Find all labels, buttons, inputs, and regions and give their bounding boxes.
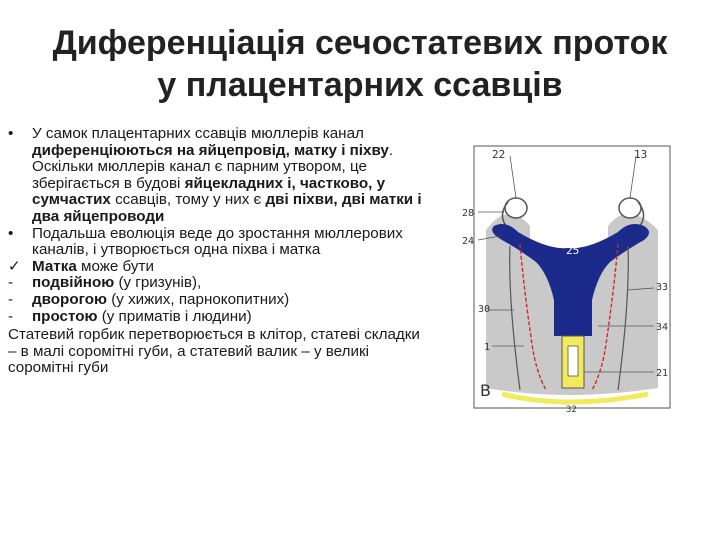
label-33: 33 xyxy=(656,282,669,293)
bullet-text: може бути xyxy=(76,257,154,275)
slide-body xyxy=(8,126,428,377)
bullet-item xyxy=(8,275,428,292)
label-32: 32 xyxy=(566,405,577,415)
title-line-1: Диференціація сечостатевих проток xyxy=(52,24,668,62)
label-b: B xyxy=(480,381,491,400)
bold-text: диференціюються на яйцепровід, матку і піхву xyxy=(32,141,389,159)
bullet-item xyxy=(8,126,428,226)
bullet-text: ссавців, тому у них є xyxy=(110,191,266,209)
vagina-lumen xyxy=(568,346,578,376)
label-28: 28 xyxy=(462,208,475,219)
label-25: 25 xyxy=(566,244,580,257)
bullet-text: . Оскільки мюллерів канал є парним утвором, це зберігається в будові xyxy=(32,141,394,192)
bold-text: дворогою xyxy=(32,290,107,308)
bullet-text: Подальша еволюція веде до зростання мюллерових каналів, і утворюється одна піхва і матка xyxy=(32,224,403,259)
bullet-item xyxy=(8,259,428,276)
label-34: 34 xyxy=(656,322,669,333)
bullet-item xyxy=(8,292,428,309)
bullet-marker: - xyxy=(8,290,14,308)
closing-paragraph: Статевий горбик перетворюється в клітор, статеві складки – в малі соромітні губи, а статевий валик – у великі соромітні губи xyxy=(8,326,420,377)
bullet-marker: - xyxy=(8,274,14,292)
bold-text: дві піхви, дві матки і два яйцепроводи xyxy=(32,191,422,225)
uterus-differentiation-diagram xyxy=(458,140,676,418)
slide-title xyxy=(0,22,720,106)
bullet-marker: • xyxy=(8,224,14,242)
bullet-marker: ✓ xyxy=(8,257,21,275)
label-1: 1 xyxy=(484,342,491,353)
bold-text: простою xyxy=(32,307,98,325)
bold-text: Матка xyxy=(32,257,77,275)
bullet-text: (у гризунів), xyxy=(114,274,202,292)
bullet-item xyxy=(8,226,428,259)
bullet-text: (у хижих, парнокопитних) xyxy=(106,290,290,308)
label-30: 30 xyxy=(478,304,491,315)
bullet-text: (у приматів і людини) xyxy=(97,307,252,325)
bullet-item xyxy=(8,309,428,326)
label-13: 13 xyxy=(634,148,648,161)
bullet-text: У самок плацентарних ссавців мюллерів канал xyxy=(32,125,364,142)
label-24: 24 xyxy=(462,236,475,247)
bold-text: яйцекладних і, частково, у сумчастих xyxy=(32,174,386,209)
bold-text: подвійною xyxy=(32,274,115,292)
left-ovary-icon xyxy=(505,198,527,218)
right-ovary-icon xyxy=(619,198,641,218)
bullet-list xyxy=(8,126,428,325)
label-22: 22 xyxy=(492,148,506,161)
bullet-marker: - xyxy=(8,307,14,325)
label-21: 21 xyxy=(656,368,669,379)
bullet-marker: • xyxy=(8,125,14,142)
title-line-2: у плацентарних ссавців xyxy=(157,66,563,104)
